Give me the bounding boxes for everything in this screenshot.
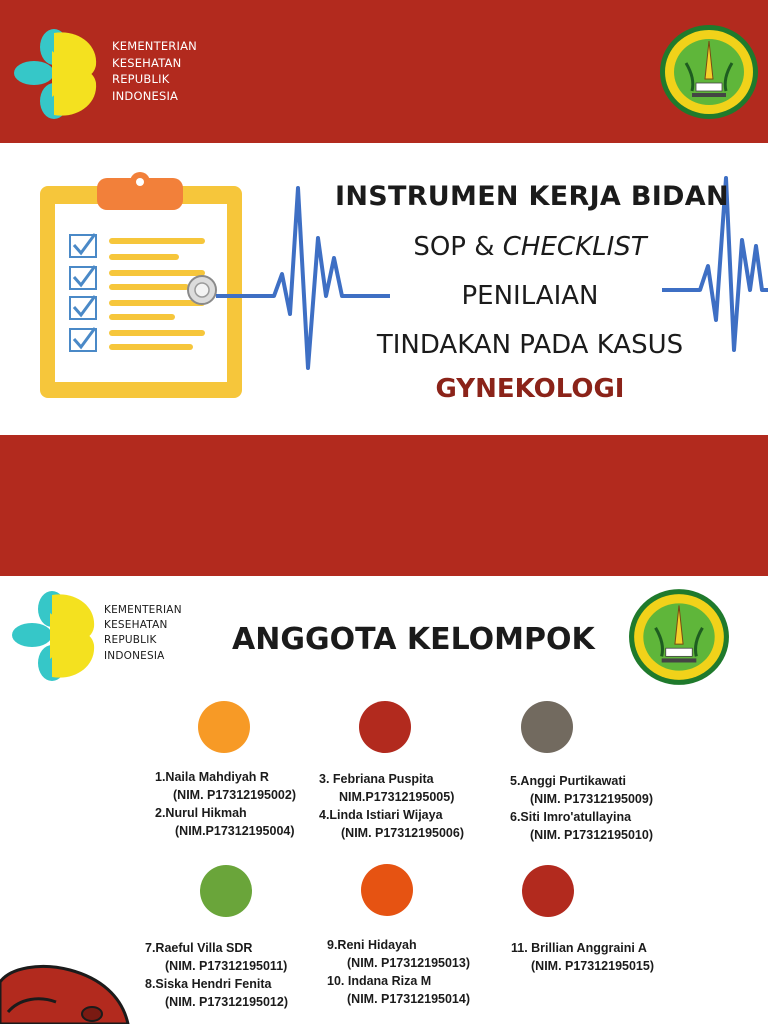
- member-nim: (NIM. P17312195014): [347, 992, 470, 1006]
- member-nim: (NIM. P17312195015): [531, 959, 654, 973]
- member-name: 1.Naila Mahdiyah R: [155, 770, 269, 784]
- member-list: [319, 770, 464, 842]
- presentation-title: [335, 175, 729, 408]
- member-list: [511, 939, 654, 975]
- section-title: ANGGOTA KELOMPOK: [232, 622, 595, 657]
- subtitle-checklist: CHECKLIST: [502, 232, 647, 262]
- member-nim: (NIM. P17312195012): [165, 995, 288, 1009]
- ministry-line: KESEHATAN: [112, 55, 182, 70]
- member-name: 8.Siska Hendri Fenita: [145, 977, 272, 991]
- member-name: 5.Anggi Purtikawati: [510, 774, 626, 788]
- subtitle-line: PENILAIAN: [461, 281, 599, 311]
- ministry-line: KEMENTERIAN: [112, 39, 197, 53]
- member-nim: (NIM. P17312195011): [165, 959, 288, 973]
- group-color-dot: [522, 865, 574, 917]
- member-nim: (NIM. P17312195009): [530, 792, 653, 806]
- subtitle-line: TINDAKAN PADA KASUS: [376, 330, 684, 360]
- member-name: 10. Indana Riza M: [327, 974, 432, 988]
- member-nim: (NIM. P17312195006): [341, 826, 464, 840]
- member-nim: (NIM.P17312195004): [175, 824, 295, 838]
- member-name: 3. Febriana Puspita: [319, 772, 434, 786]
- ministry-name: [112, 38, 197, 105]
- group-color-dot: [359, 701, 411, 753]
- member-name: 2.Nurul Hikmah: [155, 806, 247, 820]
- footer-band: [0, 435, 768, 576]
- member-list: [510, 772, 653, 844]
- member-list: [155, 768, 296, 840]
- ministry-name: [104, 603, 182, 664]
- ministry-line: REPUBLIK: [104, 634, 157, 647]
- member-name: 4.Linda Istiari Wijaya: [319, 808, 443, 822]
- computer-mouse-icon: [0, 962, 135, 1024]
- member-name: 11. Brillian Anggraini A: [511, 941, 647, 955]
- title-line: INSTRUMEN KERJA BIDAN: [335, 181, 729, 212]
- member-list: [145, 939, 288, 1011]
- subtitle-sop: SOP &: [413, 232, 503, 262]
- poltekkes-seal-icon: [627, 586, 731, 688]
- ministry-line: INDONESIA: [112, 89, 179, 104]
- ministry-line: KESEHATAN: [104, 619, 168, 632]
- member-nim: (NIM. P17312195002): [173, 788, 296, 802]
- poltekkes-seal-icon: [658, 23, 760, 121]
- group-color-dot: [200, 865, 252, 917]
- member-list: [327, 936, 470, 1008]
- member-nim: NIM.P17312195005): [339, 790, 455, 804]
- member-nim: (NIM. P17312195010): [530, 828, 653, 842]
- subtitle-line: [335, 222, 725, 272]
- group-color-dot: [198, 701, 250, 753]
- ministry-line: INDONESIA: [104, 649, 165, 662]
- member-name: 6.Siti Imro'atullayina: [510, 810, 632, 824]
- member-nim: (NIM. P17312195013): [347, 956, 470, 970]
- kemenkes-logo-icon: [5, 587, 101, 685]
- ministry-line: REPUBLIK: [112, 72, 170, 87]
- group-color-dot: [521, 701, 573, 753]
- member-name: 9.Reni Hidayah: [327, 938, 417, 952]
- topic-label: GYNEKOLOGI: [435, 374, 625, 404]
- member-name: 7.Raeful Villa SDR: [145, 941, 253, 955]
- kemenkes-logo-icon: [8, 25, 102, 123]
- ministry-line: KEMENTERIAN: [104, 604, 182, 616]
- group-color-dot: [361, 864, 413, 916]
